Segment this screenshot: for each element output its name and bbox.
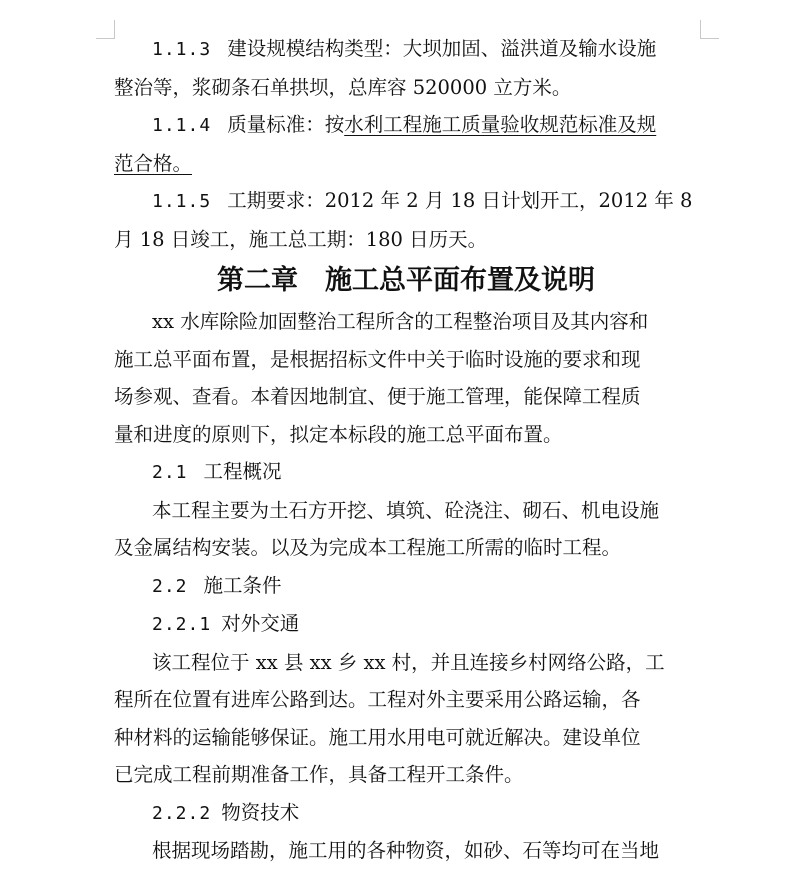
chapter-2-title: 第二章 施工总平面布置及说明 (217, 265, 595, 296)
quality-standard-underlined: 水利工程施工质量验收规范标准及规 (344, 113, 657, 136)
paragraph-4-line-1: 根据现场踏勘，施工用的各种物资，如砂、石等均可在当地 (152, 839, 660, 862)
section-1-1-3: 1.1.3 建设规模结构类型：大坝加固、溢洪道及输水设施 (152, 37, 657, 60)
crop-mark-top-right (700, 20, 719, 39)
document-page (114, 30, 698, 870)
paragraph-3-line-3: 种材料的运输能够保证。施工用水用电可就近解决。建设单位 (114, 725, 641, 749)
section-2-2-1-heading: 2.2.1 对外交通 (152, 612, 300, 635)
section-2-2-heading: 2.2 施工条件 (152, 573, 282, 597)
section-1-1-4-continued (114, 145, 698, 183)
section-1-1-4: 1.1.4 质量标准：按水利工程施工质量验收规范标准及规 (152, 113, 657, 136)
section-1-1-5: 1.1.5 工期要求：2012 年 2 月 18 日计划开工，2012 年 8 (152, 189, 693, 212)
paragraph-3-line-4: 已完成工程前期准备工作，具备工程开工条件。 (114, 763, 524, 786)
section-2-2-2-heading: 2.2.2 物资技术 (152, 800, 300, 824)
paragraph-1-line-3: 场参观、查看。本着因地制宜、便于施工管理，能保障工程质 (114, 385, 641, 408)
section-1-1-3-continued: 整治等，浆砌条石单拱坝，总库容 520000 立方米。 (114, 75, 572, 99)
paragraph-1-line-4: 量和进度的原则下，拟定本标段的施工总平面布置。 (114, 422, 563, 446)
crop-mark-top-left (96, 20, 115, 39)
paragraph-2-line-1: 本工程主要为土石方开挖、填筑、砼浇注、砌石、机电设施 (152, 498, 660, 522)
quality-standard-underlined-cont: 范合格。 (114, 151, 193, 175)
paragraph-1-line-2: 施工总平面布置，是根据招标文件中关于临时设施的要求和现 (114, 347, 641, 371)
paragraph-1-line-1: xx 水库除险加固整治工程所含的工程整治项目及其内容和 (152, 310, 649, 333)
section-2-1-heading: 2.1 工程概况 (152, 460, 282, 483)
section-1-1-5-continued: 月 18 日竣工，施工总工期：180 日历天。 (114, 227, 488, 251)
paragraph-3-line-2: 程所在位置有进库公路到达。工程对外主要采用公路运输，各 (114, 688, 641, 711)
paragraph-2-line-2: 及金属结构安装。以及为完成本工程施工所需的临时工程。 (114, 536, 622, 559)
paragraph-3-line-1: 该工程位于 xx 县 xx 乡 xx 村，并且连接乡村网络公路，工 (152, 650, 665, 674)
